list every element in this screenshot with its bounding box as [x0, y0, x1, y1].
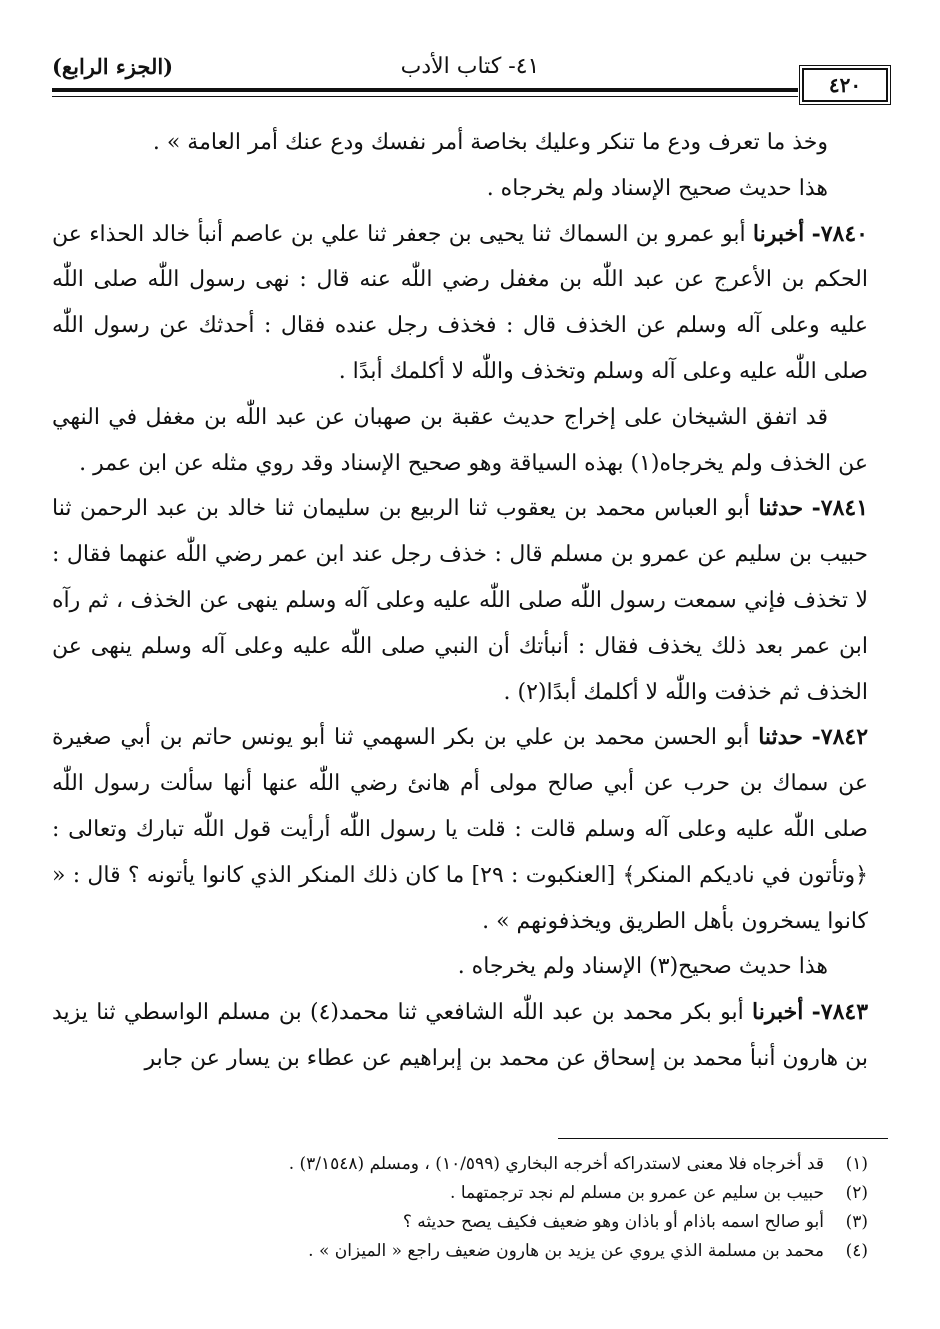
footnote-text: محمد بن مسلمة الذي يروي عن يزيد بن هارون ضعيف راجع « الميزان » .	[308, 1241, 824, 1261]
paragraph-text: وخذ ما تعرف ودع ما تنكر وعليك بخاصة أمر نفسك ودع عنك أمر العامة » .	[152, 130, 828, 155]
paragraph-text: قد اتفق الشيخان على إخراج حديث عقبة بن صهبان عن عبد اللّٰه بن مغفل في النهي عن الخذف ولم يخرجاه(١) بهذه السياقة وهو صحيح الإسناد وقد روي مثله عن ابن عمر .	[52, 404, 868, 476]
paragraph-text: هذا حديث صحيح الإسناد ولم يخرجاه .	[486, 175, 828, 201]
narration-verb: أخبرنا	[752, 999, 804, 1026]
footnote	[60, 1237, 868, 1266]
footnote-rule	[558, 1138, 888, 1139]
footnote-text: أبو صالح اسمه باذام أو باذان وهو ضعيف فكيف يصح حديثه ؟	[402, 1212, 824, 1232]
hadith-entry	[52, 212, 868, 395]
hadith-number: ٧٨٤١-	[811, 495, 869, 522]
main-text	[52, 120, 868, 1082]
narration-verb: أخبرنا	[752, 220, 805, 247]
volume-label: (الجزء الرابع)	[52, 54, 174, 79]
hadith-entry	[52, 990, 868, 1082]
footnote-number: (٤)	[845, 1241, 868, 1261]
paragraph-text: أبو العباس محمد بن يعقوب ثنا الربيع بن سليمان ثنا خالد بن عبد الرحمن ثنا حبيب بن سليم عن عمرو بن مسلم قال : خذف رجل عند ابن عمر رضي اللّٰه عنهما فقال : لا تخذف فإني سمعت رسول اللّٰه صلى اللّٰه عليه وعلى آله وسلم ينهى عن الخذف ، ثم رآه ابن عمر بعد ذلك يخذف فقال : أنبأتك أن النبي صلى اللّٰه عليه وعلى آله وسلم ينهى عن الخذف ثم خذفت واللّٰه لا أكلمك أبدًا(٢) .	[52, 496, 868, 705]
footnote-number: (١)	[845, 1154, 868, 1174]
paragraph-text: أبو عمرو بن السماك ثنا يحيى بن جعفر ثنا علي بن عاصم أنبأ خالد الحذاء عن الحكم بن الأعرج عن عبد اللّٰه بن مغفل رضي اللّٰه عنه قال : نهى رسول اللّٰه صلى اللّٰه عليه وعلى آله وسلم عن الخذف قال : فخذف رجل عنده فقال : أحدثك عن رسول اللّٰه صلى اللّٰه عليه وعلى آله وسلم وتخذف واللّٰه لا أكلمك أبدًا .	[52, 221, 868, 384]
paragraph-text: هذا حديث صحيح(٣) الإسناد ولم يخرجاه .	[457, 954, 828, 980]
page-header	[52, 52, 888, 88]
footnote-text: قد أخرجاه فلا معنى لاستدراكه أخرجه البخاري (١٠/٥٩٩) ، ومسلم (٣/١٥٤٨) .	[288, 1154, 824, 1174]
chapter-title: ٤١- كتاب الأدب	[400, 54, 540, 79]
paragraph	[52, 166, 868, 212]
hadith-number: ٧٨٤٣-	[811, 999, 869, 1026]
footnote-text: حبيب بن سليم عن عمرو بن مسلم لم نجد ترجمتهما .	[450, 1183, 824, 1203]
paragraph	[52, 395, 868, 487]
hadith-number: ٧٨٤٠-	[811, 220, 868, 247]
page-number: ٤٢٠	[802, 68, 888, 102]
footnote	[60, 1150, 868, 1179]
hadith-entry	[52, 486, 868, 715]
hadith-number: ٧٨٤٢-	[811, 724, 869, 751]
paragraph	[52, 120, 868, 166]
narration-verb: حدثنا	[758, 724, 803, 751]
paragraph	[52, 944, 868, 990]
hadith-entry	[52, 715, 868, 944]
header-rule	[52, 88, 798, 92]
footnote-number: (٢)	[845, 1183, 868, 1203]
footnote-number: (٣)	[845, 1212, 868, 1232]
narration-verb: حدثنا	[758, 495, 804, 522]
footnotes	[60, 1150, 868, 1266]
header-rule-thin	[52, 96, 798, 97]
paragraph-text: أبو الحسن محمد بن علي بن بكر السهمي ثنا أبو يونس حاتم بن أبي صغيرة عن سماك بن حرب عن أبي صالح مولى أم هانئ رضي اللّٰه عنها أنها سألت رسول اللّٰه صلى اللّٰه عليه وعلى آله وسلم قالت : قلت يا رسول اللّٰه أرأيت قول اللّٰه تبارك وتعالى : ﴿وتأتون في ناديكم المنكر﴾ [العنكبوت : ٢٩] ما كان ذلك المنكر الذي كانوا يأتونه ؟ قال : « كانوا يسخرون بأهل الطريق ويخذفونهم » .	[52, 725, 868, 934]
paragraph-text: أبو بكر محمد بن عبد اللّٰه الشافعي ثنا محمد(٤) بن مسلم الواسطي ثنا يزيد بن هارون أنبأ محمد بن إسحاق عن محمد بن إبراهيم عن عطاء بن يسار عن جابر	[52, 1000, 868, 1071]
footnote	[60, 1179, 868, 1208]
footnote	[60, 1208, 868, 1237]
